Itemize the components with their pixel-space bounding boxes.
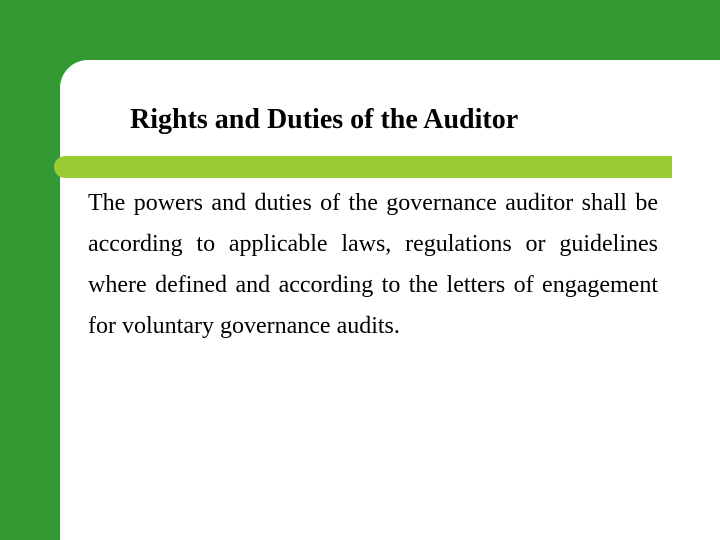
slide-body-text: The powers and duties of the governance auditor shall be according to applicable laws, regulations or guidelines where defined and according to the letters of engagement for voluntary governance audits. xyxy=(88,190,658,339)
title-accent-bar xyxy=(54,156,672,178)
slide-title: Rights and Duties of the Auditor xyxy=(130,104,519,135)
